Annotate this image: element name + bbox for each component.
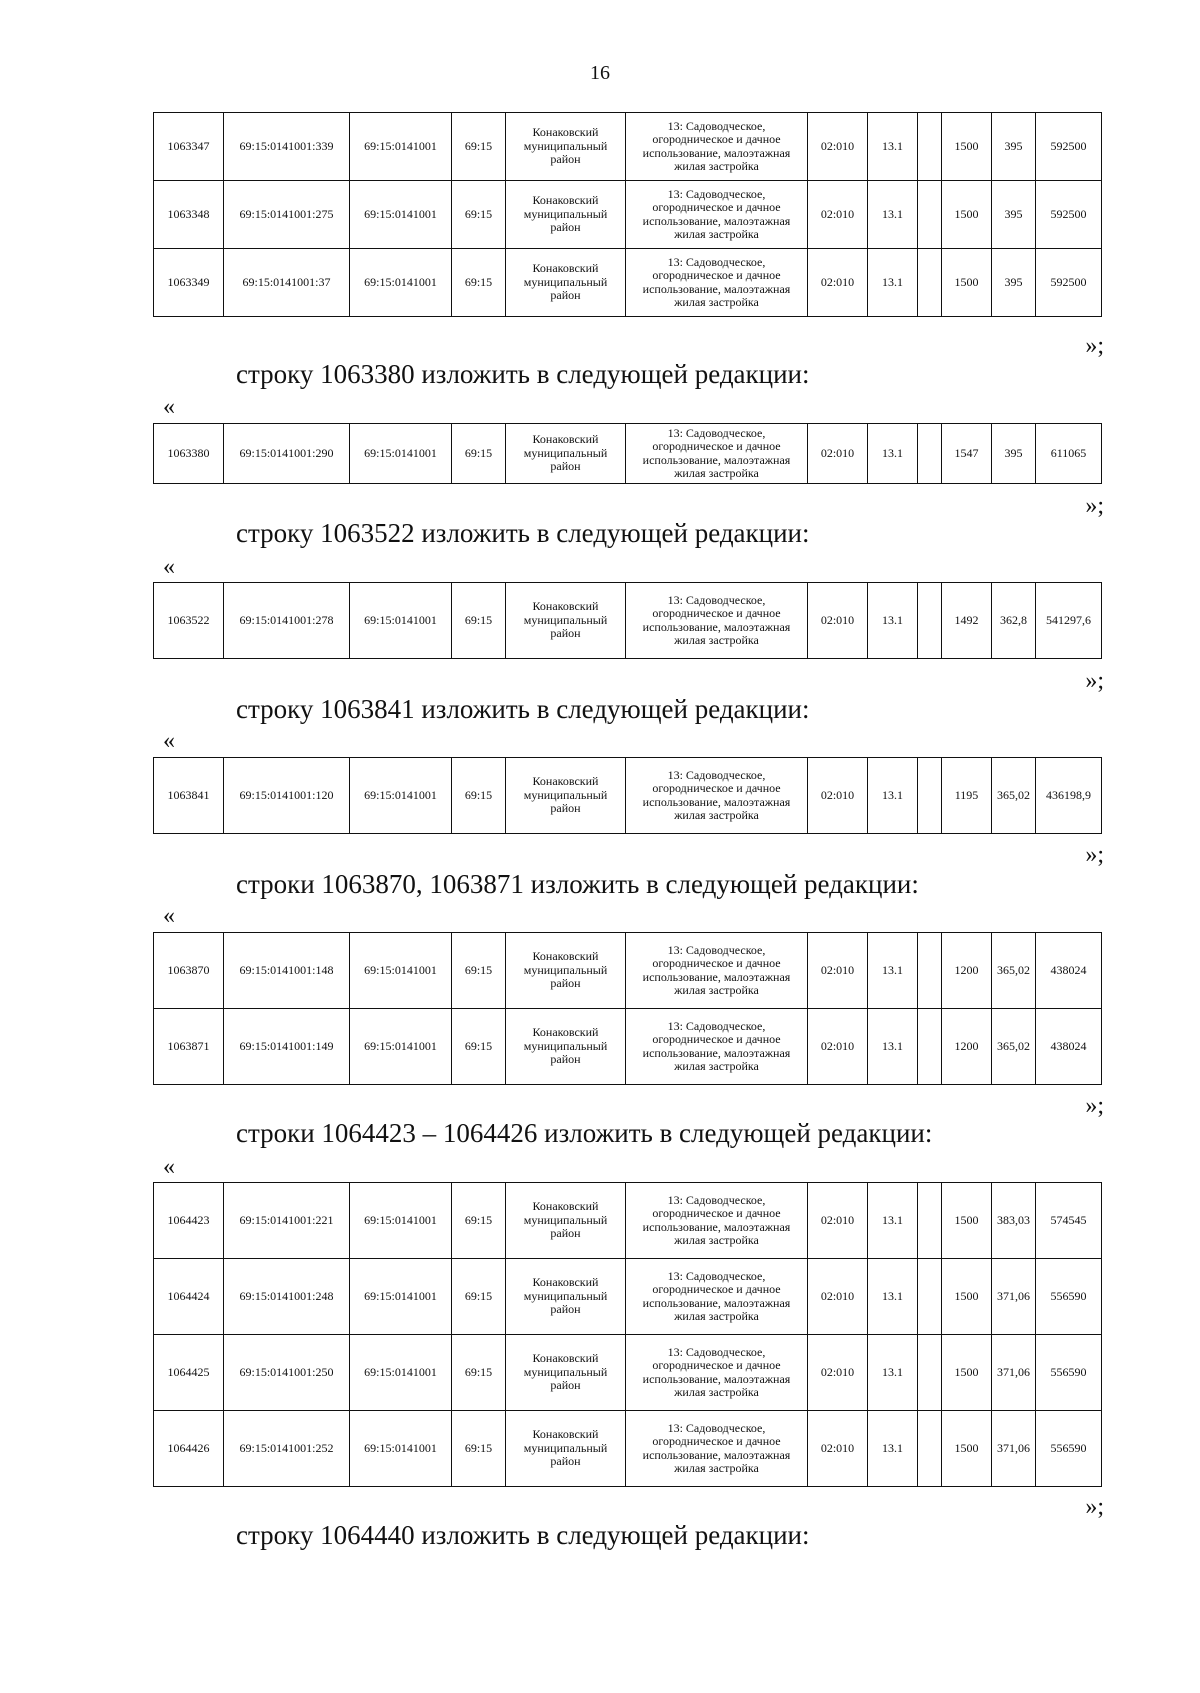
cadastral-number-cell: 69:15:0141001:339 — [224, 113, 350, 181]
cadastral-value-cell: 592500 — [1036, 249, 1102, 317]
cadastral-value-cell: 438024 — [1036, 933, 1102, 1009]
land-use-type-cell: 13: Садоводческое, огородническое и дачное использование, малоэтажная жилая застройка — [626, 1259, 808, 1335]
row-number-cell: 1063347 — [154, 113, 224, 181]
empty-cell-cell — [918, 758, 942, 834]
row-number-cell: 1064426 — [154, 1411, 224, 1487]
area-value-cell: 1200 — [942, 933, 992, 1009]
valuation-code-cell: 02:010 — [808, 758, 868, 834]
cadastral-quarter-cell: 69:15:0141001 — [350, 424, 452, 484]
group-code-cell: 13.1 — [868, 758, 918, 834]
cadastral-number-cell: 69:15:0141001:278 — [224, 583, 350, 659]
instruction-line: строку 1064440 изложить в следующей редакции: — [236, 1520, 810, 1550]
cadastral-quarter-cell: 69:15:0141001 — [350, 1009, 452, 1085]
empty-cell-cell — [918, 1411, 942, 1487]
land-use-type-cell: 13: Садоводческое, огородническое и дачное использование, малоэтажная жилая застройка — [626, 933, 808, 1009]
row-number-cell: 1063380 — [154, 424, 224, 484]
cadastral-value-cell: 556590 — [1036, 1335, 1102, 1411]
empty-cell-cell — [918, 1183, 942, 1259]
valuation-code-cell: 02:010 — [808, 1259, 868, 1335]
municipality-cell: Конаковский муниципальный район — [506, 758, 626, 834]
row-number-cell: 1063870 — [154, 933, 224, 1009]
table-row — [154, 113, 1102, 181]
land-use-type-cell: 13: Садоводческое, огородническое и дачное использование, малоэтажная жилая застройка — [626, 249, 808, 317]
area-value-cell: 1492 — [942, 583, 992, 659]
amendment-table-block — [153, 423, 1101, 484]
row-number-cell: 1063349 — [154, 249, 224, 317]
cadastral-number-cell: 69:15:0141001:148 — [224, 933, 350, 1009]
valuation-code-cell: 02:010 — [808, 113, 868, 181]
cadastral-number-cell: 69:15:0141001:252 — [224, 1411, 350, 1487]
table-row — [154, 758, 1102, 834]
cadastral-quarter-cell: 69:15:0141001 — [350, 113, 452, 181]
group-code-cell: 13.1 — [868, 583, 918, 659]
closing-quote: »; — [1085, 668, 1104, 694]
valuation-code-cell: 02:010 — [808, 249, 868, 317]
area-value-cell: 1500 — [942, 1259, 992, 1335]
table-row — [154, 1183, 1102, 1259]
cadastral-value-cell: 541297,6 — [1036, 583, 1102, 659]
opening-quote: « — [163, 394, 175, 420]
amendment-table-block — [153, 757, 1101, 834]
area-value-cell: 1200 — [942, 1009, 992, 1085]
row-number-cell: 1064423 — [154, 1183, 224, 1259]
specific-value-cell: 371,06 — [992, 1335, 1036, 1411]
opening-quote: « — [163, 903, 175, 929]
parcel-table — [153, 112, 1102, 317]
cadastral-quarter-cell: 69:15:0141001 — [350, 249, 452, 317]
land-use-type-cell: 13: Садоводческое, огородническое и дачное использование, малоэтажная жилая застройка — [626, 583, 808, 659]
municipality-cell: Конаковский муниципальный район — [506, 1335, 626, 1411]
empty-cell-cell — [918, 933, 942, 1009]
opening-quote: « — [163, 554, 175, 580]
valuation-code-cell: 02:010 — [808, 1009, 868, 1085]
cadastral-number-cell: 69:15:0141001:250 — [224, 1335, 350, 1411]
municipality-cell: Конаковский муниципальный район — [506, 249, 626, 317]
group-code-cell: 13.1 — [868, 1411, 918, 1487]
row-number-cell: 1063348 — [154, 181, 224, 249]
cadastral-value-cell: 438024 — [1036, 1009, 1102, 1085]
group-code-cell: 13.1 — [868, 933, 918, 1009]
instruction-line: строки 1063870, 1063871 изложить в следующей редакции: — [236, 869, 919, 899]
cadastral-number-cell: 69:15:0141001:290 — [224, 424, 350, 484]
empty-cell-cell — [918, 249, 942, 317]
land-use-type-cell: 13: Садоводческое, огородническое и дачное использование, малоэтажная жилая застройка — [626, 1411, 808, 1487]
cadastral-number-cell: 69:15:0141001:221 — [224, 1183, 350, 1259]
cadastral-value-cell: 574545 — [1036, 1183, 1102, 1259]
parcel-table — [153, 757, 1102, 834]
area-value-cell: 1547 — [942, 424, 992, 484]
specific-value-cell: 365,02 — [992, 933, 1036, 1009]
region-code-cell: 69:15 — [452, 1259, 506, 1335]
cadastral-number-cell: 69:15:0141001:120 — [224, 758, 350, 834]
table-row — [154, 1335, 1102, 1411]
municipality-cell: Конаковский муниципальный район — [506, 933, 626, 1009]
region-code-cell: 69:15 — [452, 113, 506, 181]
cadastral-value-cell: 611065 — [1036, 424, 1102, 484]
table-row — [154, 181, 1102, 249]
valuation-code-cell: 02:010 — [808, 1183, 868, 1259]
opening-quote: « — [163, 728, 175, 754]
region-code-cell: 69:15 — [452, 1009, 506, 1085]
cadastral-quarter-cell: 69:15:0141001 — [350, 1411, 452, 1487]
table-row — [154, 1009, 1102, 1085]
municipality-cell: Конаковский муниципальный район — [506, 1411, 626, 1487]
specific-value-cell: 395 — [992, 249, 1036, 317]
cadastral-quarter-cell: 69:15:0141001 — [350, 1259, 452, 1335]
row-number-cell: 1064425 — [154, 1335, 224, 1411]
row-number-cell: 1063841 — [154, 758, 224, 834]
table-row — [154, 933, 1102, 1009]
closing-quote: »; — [1085, 842, 1104, 868]
table-row — [154, 1259, 1102, 1335]
parcel-table — [153, 423, 1102, 484]
municipality-cell: Конаковский муниципальный район — [506, 583, 626, 659]
municipality-cell: Конаковский муниципальный район — [506, 1009, 626, 1085]
valuation-code-cell: 02:010 — [808, 181, 868, 249]
amendment-table-block — [153, 582, 1101, 659]
amendment-table-block — [153, 1182, 1101, 1487]
area-value-cell: 1500 — [942, 113, 992, 181]
land-use-type-cell: 13: Садоводческое, огородническое и дачное использование, малоэтажная жилая застройка — [626, 1009, 808, 1085]
continuation-table-block — [153, 112, 1101, 317]
cadastral-value-cell: 592500 — [1036, 113, 1102, 181]
specific-value-cell: 365,02 — [992, 1009, 1036, 1085]
cadastral-number-cell: 69:15:0141001:275 — [224, 181, 350, 249]
region-code-cell: 69:15 — [452, 181, 506, 249]
area-value-cell: 1500 — [942, 181, 992, 249]
group-code-cell: 13.1 — [868, 1335, 918, 1411]
valuation-code-cell: 02:010 — [808, 424, 868, 484]
specific-value-cell: 395 — [992, 424, 1036, 484]
cadastral-quarter-cell: 69:15:0141001 — [350, 1183, 452, 1259]
area-value-cell: 1500 — [942, 1335, 992, 1411]
specific-value-cell: 371,06 — [992, 1411, 1036, 1487]
closing-quote: »; — [1085, 333, 1104, 359]
land-use-type-cell: 13: Садоводческое, огородническое и дачное использование, малоэтажная жилая застройка — [626, 113, 808, 181]
parcel-table — [153, 932, 1102, 1085]
area-value-cell: 1500 — [942, 1183, 992, 1259]
row-number-cell: 1064424 — [154, 1259, 224, 1335]
valuation-code-cell: 02:010 — [808, 1411, 868, 1487]
valuation-code-cell: 02:010 — [808, 1335, 868, 1411]
area-value-cell: 1500 — [942, 249, 992, 317]
land-use-type-cell: 13: Садоводческое, огородническое и дачное использование, малоэтажная жилая застройка — [626, 758, 808, 834]
land-use-type-cell: 13: Садоводческое, огородническое и дачное использование, малоэтажная жилая застройка — [626, 181, 808, 249]
empty-cell-cell — [918, 181, 942, 249]
empty-cell-cell — [918, 424, 942, 484]
valuation-code-cell: 02:010 — [808, 583, 868, 659]
municipality-cell: Конаковский муниципальный район — [506, 1259, 626, 1335]
cadastral-number-cell: 69:15:0141001:37 — [224, 249, 350, 317]
region-code-cell: 69:15 — [452, 424, 506, 484]
specific-value-cell: 365,02 — [992, 758, 1036, 834]
land-use-type-cell: 13: Садоводческое, огородническое и дачное использование, малоэтажная жилая застройка — [626, 1183, 808, 1259]
instruction-line: строку 1063522 изложить в следующей редакции: — [236, 518, 810, 548]
empty-cell-cell — [918, 583, 942, 659]
group-code-cell: 13.1 — [868, 113, 918, 181]
region-code-cell: 69:15 — [452, 583, 506, 659]
region-code-cell: 69:15 — [452, 1183, 506, 1259]
parcel-table — [153, 1182, 1102, 1487]
cadastral-quarter-cell: 69:15:0141001 — [350, 933, 452, 1009]
municipality-cell: Конаковский муниципальный район — [506, 424, 626, 484]
row-number-cell: 1063522 — [154, 583, 224, 659]
instruction-line: строки 1064423 – 1064426 изложить в следующей редакции: — [236, 1118, 933, 1148]
specific-value-cell: 362,8 — [992, 583, 1036, 659]
cadastral-quarter-cell: 69:15:0141001 — [350, 583, 452, 659]
group-code-cell: 13.1 — [868, 424, 918, 484]
region-code-cell: 69:15 — [452, 933, 506, 1009]
cadastral-number-cell: 69:15:0141001:149 — [224, 1009, 350, 1085]
cadastral-value-cell: 436198,9 — [1036, 758, 1102, 834]
group-code-cell: 13.1 — [868, 1009, 918, 1085]
cadastral-value-cell: 556590 — [1036, 1259, 1102, 1335]
instruction-line: строку 1063380 изложить в следующей редакции: — [236, 359, 810, 389]
table-row — [154, 424, 1102, 484]
table-row — [154, 583, 1102, 659]
cadastral-quarter-cell: 69:15:0141001 — [350, 1335, 452, 1411]
group-code-cell: 13.1 — [868, 249, 918, 317]
empty-cell-cell — [918, 1335, 942, 1411]
specific-value-cell: 383,03 — [992, 1183, 1036, 1259]
specific-value-cell: 395 — [992, 181, 1036, 249]
municipality-cell: Конаковский муниципальный район — [506, 1183, 626, 1259]
cadastral-number-cell: 69:15:0141001:248 — [224, 1259, 350, 1335]
closing-quote: »; — [1085, 1093, 1104, 1119]
closing-quote: »; — [1085, 1494, 1104, 1520]
area-value-cell: 1195 — [942, 758, 992, 834]
page-number: 16 — [590, 62, 610, 84]
municipality-cell: Конаковский муниципальный район — [506, 181, 626, 249]
empty-cell-cell — [918, 113, 942, 181]
area-value-cell: 1500 — [942, 1411, 992, 1487]
table-row — [154, 249, 1102, 317]
group-code-cell: 13.1 — [868, 1259, 918, 1335]
region-code-cell: 69:15 — [452, 758, 506, 834]
valuation-code-cell: 02:010 — [808, 933, 868, 1009]
cadastral-value-cell: 592500 — [1036, 181, 1102, 249]
instruction-line: строку 1063841 изложить в следующей редакции: — [236, 694, 810, 724]
cadastral-value-cell: 556590 — [1036, 1411, 1102, 1487]
cadastral-quarter-cell: 69:15:0141001 — [350, 758, 452, 834]
land-use-type-cell: 13: Садоводческое, огородническое и дачное использование, малоэтажная жилая застройка — [626, 1335, 808, 1411]
region-code-cell: 69:15 — [452, 1411, 506, 1487]
region-code-cell: 69:15 — [452, 1335, 506, 1411]
land-use-type-cell: 13: Садоводческое, огородническое и дачное использование, малоэтажная жилая застройка — [626, 424, 808, 484]
closing-quote: »; — [1085, 493, 1104, 519]
cadastral-quarter-cell: 69:15:0141001 — [350, 181, 452, 249]
group-code-cell: 13.1 — [868, 1183, 918, 1259]
specific-value-cell: 371,06 — [992, 1259, 1036, 1335]
group-code-cell: 13.1 — [868, 181, 918, 249]
table-row — [154, 1411, 1102, 1487]
row-number-cell: 1063871 — [154, 1009, 224, 1085]
amendment-table-block — [153, 932, 1101, 1085]
specific-value-cell: 395 — [992, 113, 1036, 181]
opening-quote: « — [163, 1154, 175, 1180]
region-code-cell: 69:15 — [452, 249, 506, 317]
municipality-cell: Конаковский муниципальный район — [506, 113, 626, 181]
parcel-table — [153, 582, 1102, 659]
empty-cell-cell — [918, 1009, 942, 1085]
empty-cell-cell — [918, 1259, 942, 1335]
